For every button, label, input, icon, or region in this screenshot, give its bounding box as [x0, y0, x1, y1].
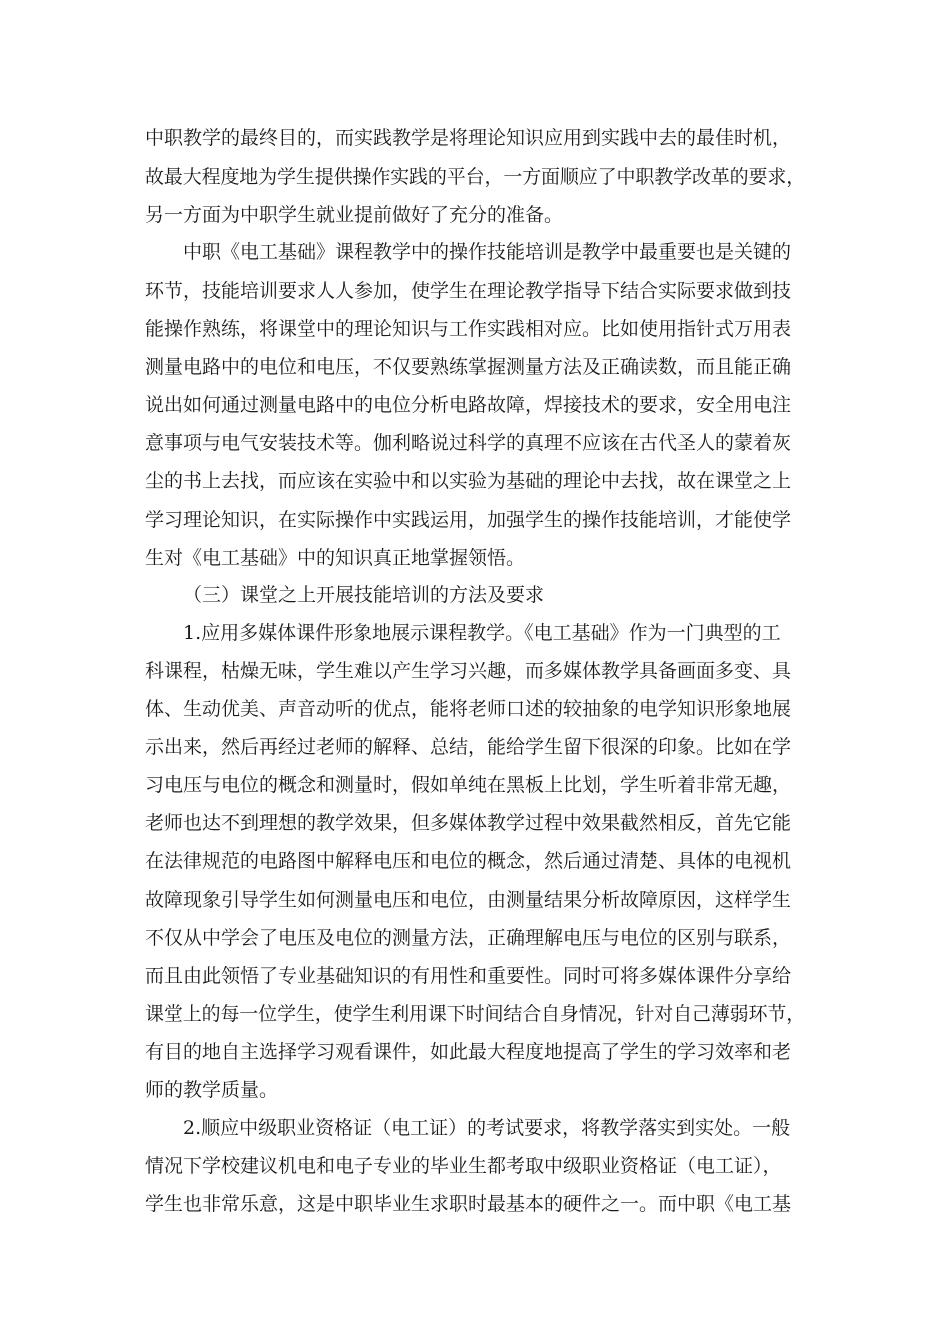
text-line: 环节，技能培训要求人人参加，使学生在理论教学指导下结合实际要求做到技: [145, 280, 792, 302]
text-line: 学习理论知识，在实际操作中实践运用，加强学生的操作技能培训，才能使学: [145, 509, 792, 531]
text-line: 而且由此领悟了专业基础知识的有用性和重要性。同时可将多媒体课件分享给: [145, 965, 792, 987]
section-heading: （三）课堂之上开展技能培训的方法及要求: [183, 584, 545, 606]
text-line: 习电压与电位的概念和测量时，假如单纯在黑板上比划，学生听着非常无趣，: [145, 774, 792, 796]
text-line: 说出如何通过测量电路中的电位分析电路故障，焊接技术的要求，安全用电注: [145, 394, 792, 416]
text-line: 在法律规范的电路图中解释电压和电位的概念，然后通过清楚、具体的电视机: [145, 850, 792, 872]
text-line: 生对《电工基础》中的知识真正地掌握领悟。: [145, 547, 526, 569]
text-line: 意事项与电气安装技术等。伽利略说过科学的真理不应该在古代圣人的蒙着灰: [145, 432, 792, 454]
paragraph-first-line: 2.顺应中级职业资格证（电工证）的考试要求，将教学落实到实处。一般: [183, 1117, 791, 1139]
text-line: 科课程，枯燥无味，学生难以产生学习兴趣，而多媒体教学具备画面多变、具: [145, 660, 792, 682]
text-line: 学生也非常乐意，这是中职毕业生求职时最基本的硬件之一。而中职《电工基: [145, 1193, 792, 1215]
text-line: 有目的地自主选择学习观看课件，如此最大程度地提高了学生的学习效率和老: [145, 1041, 792, 1063]
text-line: 故障现象引导学生如何测量电压和电位，由测量结果分析故障原因，这样学生: [145, 889, 792, 911]
text-line: 测量电路中的电位和电压，不仅要熟练掌握测量方法及正确读数，而且能正确: [145, 356, 792, 378]
text-line: 中职教学的最终目的，而实践教学是将理论知识应用到实践中去的最佳时机，: [145, 127, 792, 149]
text-line: 老师也达不到理想的教学效果，但多媒体教学过程中效果截然相反，首先它能: [145, 812, 792, 834]
text-line: 另一方面为中职学生就业提前做好了充分的准备。: [145, 204, 564, 226]
text-line: 示出来，然后再经过老师的解释、总结，能给学生留下很深的印象。比如在学: [145, 736, 792, 758]
text-line: 课堂上的每一位学生，使学生利用课下时间结合自身情况，针对自己薄弱环节，: [145, 1003, 806, 1025]
text-line: 故最大程度地为学生提供操作实践的平台，一方面顺应了中职教学改革的要求，: [145, 166, 806, 188]
text-line: 师的教学质量。: [145, 1079, 279, 1101]
text-line: 能操作熟练，将课堂中的理论知识与工作实践相对应。比如使用指针式万用表: [145, 318, 792, 340]
paragraph-first-line: 1.应用多媒体课件形象地展示课程教学。《电工基础》作为一门典型的工: [183, 622, 781, 644]
text-line: 情况下学校建议机电和电子专业的毕业生都考取中级职业资格证（电工证），: [145, 1155, 782, 1177]
paragraph-first-line: 中职《电工基础》课程教学中的操作技能培训是教学中最重要也是关键的: [183, 241, 792, 263]
text-line: 体、生动优美、声音动听的优点，能将老师口述的较抽象的电学知识形象地展: [145, 698, 792, 720]
text-line: 不仅从中学会了电压及电位的测量方法，正确理解电压与电位的区别与联系，: [145, 927, 792, 949]
text-line: 尘的书上去找，而应该在实验中和以实验为基础的理论中去找，故在课堂之上: [145, 470, 792, 492]
